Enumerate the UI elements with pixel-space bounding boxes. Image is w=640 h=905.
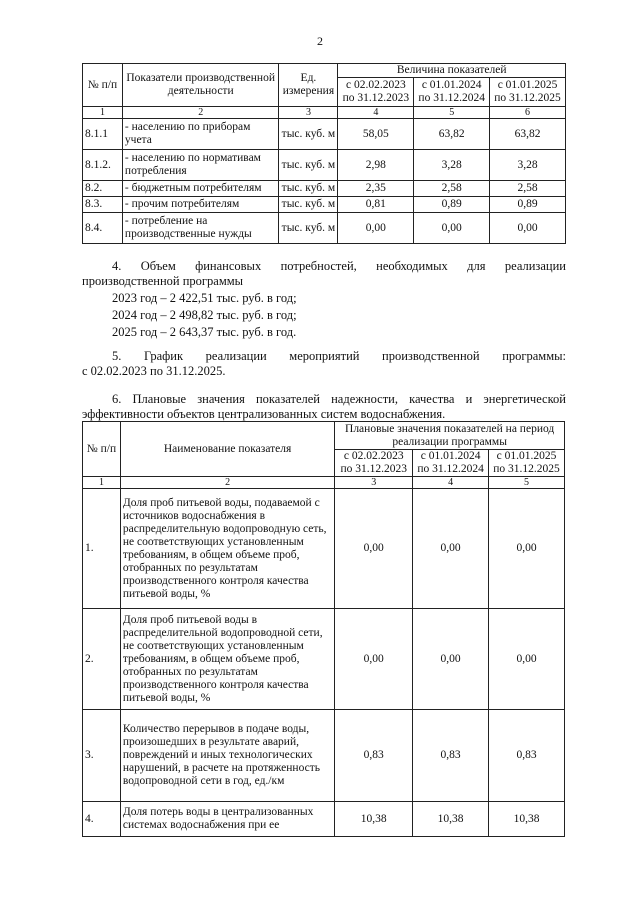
col-header-period-2: с 01.01.2024 по 31.12.2024	[413, 450, 489, 477]
row-unit: тыс. куб. м	[279, 197, 338, 213]
row-value: 10,38	[413, 802, 489, 837]
row-unit: тыс. куб. м	[279, 213, 338, 244]
row-num: 4.	[83, 802, 121, 837]
col-number: 1	[83, 107, 123, 119]
col-number: 4	[413, 477, 489, 489]
row-value: 0,00	[413, 609, 489, 710]
row-value: 2,98	[338, 150, 414, 181]
row-value: 58,05	[338, 119, 414, 150]
row-num: 8.2.	[83, 181, 123, 197]
col-header-period-1: с 02.02.2023 по 31.12.2023	[338, 78, 414, 107]
section-5-heading-cont: с 02.02.2023 по 31.12.2025.	[82, 364, 226, 378]
row-unit: тыс. куб. м	[279, 181, 338, 197]
table-row	[83, 802, 565, 837]
section-4-heading-cont: производственной программы	[82, 274, 244, 288]
row-name: Количество перерывов в подаче воды, произошедших в результате аварий, повреждений и иных технологических нарушений, в расчете на протяженность водопроводной сети в год, ед./км	[120, 710, 334, 802]
section-6-heading-cont: эффективности объектов централизованных систем водоснабжения.	[82, 407, 446, 421]
row-name: - бюджетным потребителям	[122, 181, 279, 197]
row-value: 3,28	[490, 150, 566, 181]
row-value: 0,81	[338, 197, 414, 213]
col-number: 6	[490, 107, 566, 119]
row-num: 8.1.1	[83, 119, 123, 150]
col-number: 3	[279, 107, 338, 119]
section-5	[82, 349, 566, 379]
row-value: 63,82	[414, 119, 490, 150]
row-value: 0,00	[413, 489, 489, 609]
page-number: 2	[317, 34, 323, 48]
row-value: 10,38	[335, 802, 413, 837]
row-value: 0,89	[414, 197, 490, 213]
col-header-unit: Ед. измерения	[279, 64, 338, 107]
row-name: Доля потерь воды в централизованных системах водоснабжения при ее	[120, 802, 334, 837]
row-name: Доля проб питьевой воды в распределительной водопроводной сети, не соответствующих установленным требованиям, в общем объеме проб, отобранных по результатам производственного контроля качества питьевой воды, %	[120, 609, 334, 710]
col-header-group: Плановые значения показателей на период реализации программы	[335, 422, 565, 450]
reliability-indicators-table	[82, 421, 565, 837]
row-value: 2,58	[414, 181, 490, 197]
table-row	[83, 710, 565, 802]
col-header-group: Величина показателей	[338, 64, 566, 78]
row-value: 0,89	[490, 197, 566, 213]
table-row	[83, 119, 566, 150]
row-num: 8.3.	[83, 197, 123, 213]
row-value: 0,00	[489, 489, 565, 609]
col-header-period-1: с 02.02.2023 по 31.12.2023	[335, 450, 413, 477]
row-name: - населению по приборам учета	[122, 119, 279, 150]
table-row	[83, 489, 565, 609]
section-4-heading: 4. Объем финансовых потребностей, необходимых для реализации	[112, 259, 566, 273]
col-header-period-3: с 01.01.2025 по 31.12.2025	[489, 450, 565, 477]
row-value: 10,38	[489, 802, 565, 837]
table-row	[83, 213, 566, 244]
col-number: 5	[489, 477, 565, 489]
col-header-name: Наименование показателя	[120, 422, 334, 477]
row-value: 63,82	[490, 119, 566, 150]
row-num: 8.1.2.	[83, 150, 123, 181]
row-num: 2.	[83, 609, 121, 710]
row-num: 8.4.	[83, 213, 123, 244]
col-number: 3	[335, 477, 413, 489]
financing-item: 2024 год – 2 498,82 тыс. руб. в год;	[112, 308, 297, 322]
row-value: 0,00	[414, 213, 490, 244]
table-row	[83, 181, 566, 197]
col-number: 4	[338, 107, 414, 119]
col-number: 2	[122, 107, 279, 119]
section-4	[82, 259, 566, 340]
row-value: 0,00	[338, 213, 414, 244]
row-value: 2,58	[490, 181, 566, 197]
row-unit: тыс. куб. м	[279, 119, 338, 150]
col-header-num: № п/п	[83, 422, 121, 477]
table-row	[83, 609, 565, 710]
section-6-heading: 6. Плановые значения показателей надежности, качества и энергетической	[112, 392, 566, 406]
production-indicators-table	[82, 63, 566, 244]
row-value: 0,00	[489, 609, 565, 710]
row-name: - прочим потребителям	[122, 197, 279, 213]
financing-item: 2025 год – 2 643,37 тыс. руб. в год.	[112, 325, 297, 339]
financing-item: 2023 год – 2 422,51 тыс. руб. в год;	[112, 291, 297, 305]
col-number: 2	[120, 477, 334, 489]
section-5-heading: 5. График реализации мероприятий производственной программы:	[112, 349, 566, 363]
col-header-indicator: Показатели производственной деятельности	[122, 64, 279, 107]
row-value: 2,35	[338, 181, 414, 197]
row-name: Доля проб питьевой воды, подаваемой с источников водоснабжения в распределительную водопроводную сеть, не соответствующих установленным требованиям, в общем объеме проб, отобранных по результатам производственного контроля качества питьевой воды, %	[120, 489, 334, 609]
row-value: 0,00	[335, 609, 413, 710]
row-value: 0,83	[489, 710, 565, 802]
col-number: 5	[414, 107, 490, 119]
row-value: 3,28	[414, 150, 490, 181]
row-value: 0,83	[413, 710, 489, 802]
row-value: 0,00	[335, 489, 413, 609]
row-num: 3.	[83, 710, 121, 802]
row-value: 0,83	[335, 710, 413, 802]
section-6	[82, 392, 566, 422]
row-num: 1.	[83, 489, 121, 609]
col-header-num: № п/п	[83, 64, 123, 107]
table-row	[83, 150, 566, 181]
table-row	[83, 197, 566, 213]
row-name: - населению по нормативам потребления	[122, 150, 279, 181]
row-value: 0,00	[490, 213, 566, 244]
col-number: 1	[83, 477, 121, 489]
row-name: - потребление на производственные нужды	[122, 213, 279, 244]
col-header-period-2: с 01.01.2024 по 31.12.2024	[414, 78, 490, 107]
row-unit: тыс. куб. м	[279, 150, 338, 181]
col-header-period-3: с 01.01.2025 по 31.12.2025	[490, 78, 566, 107]
